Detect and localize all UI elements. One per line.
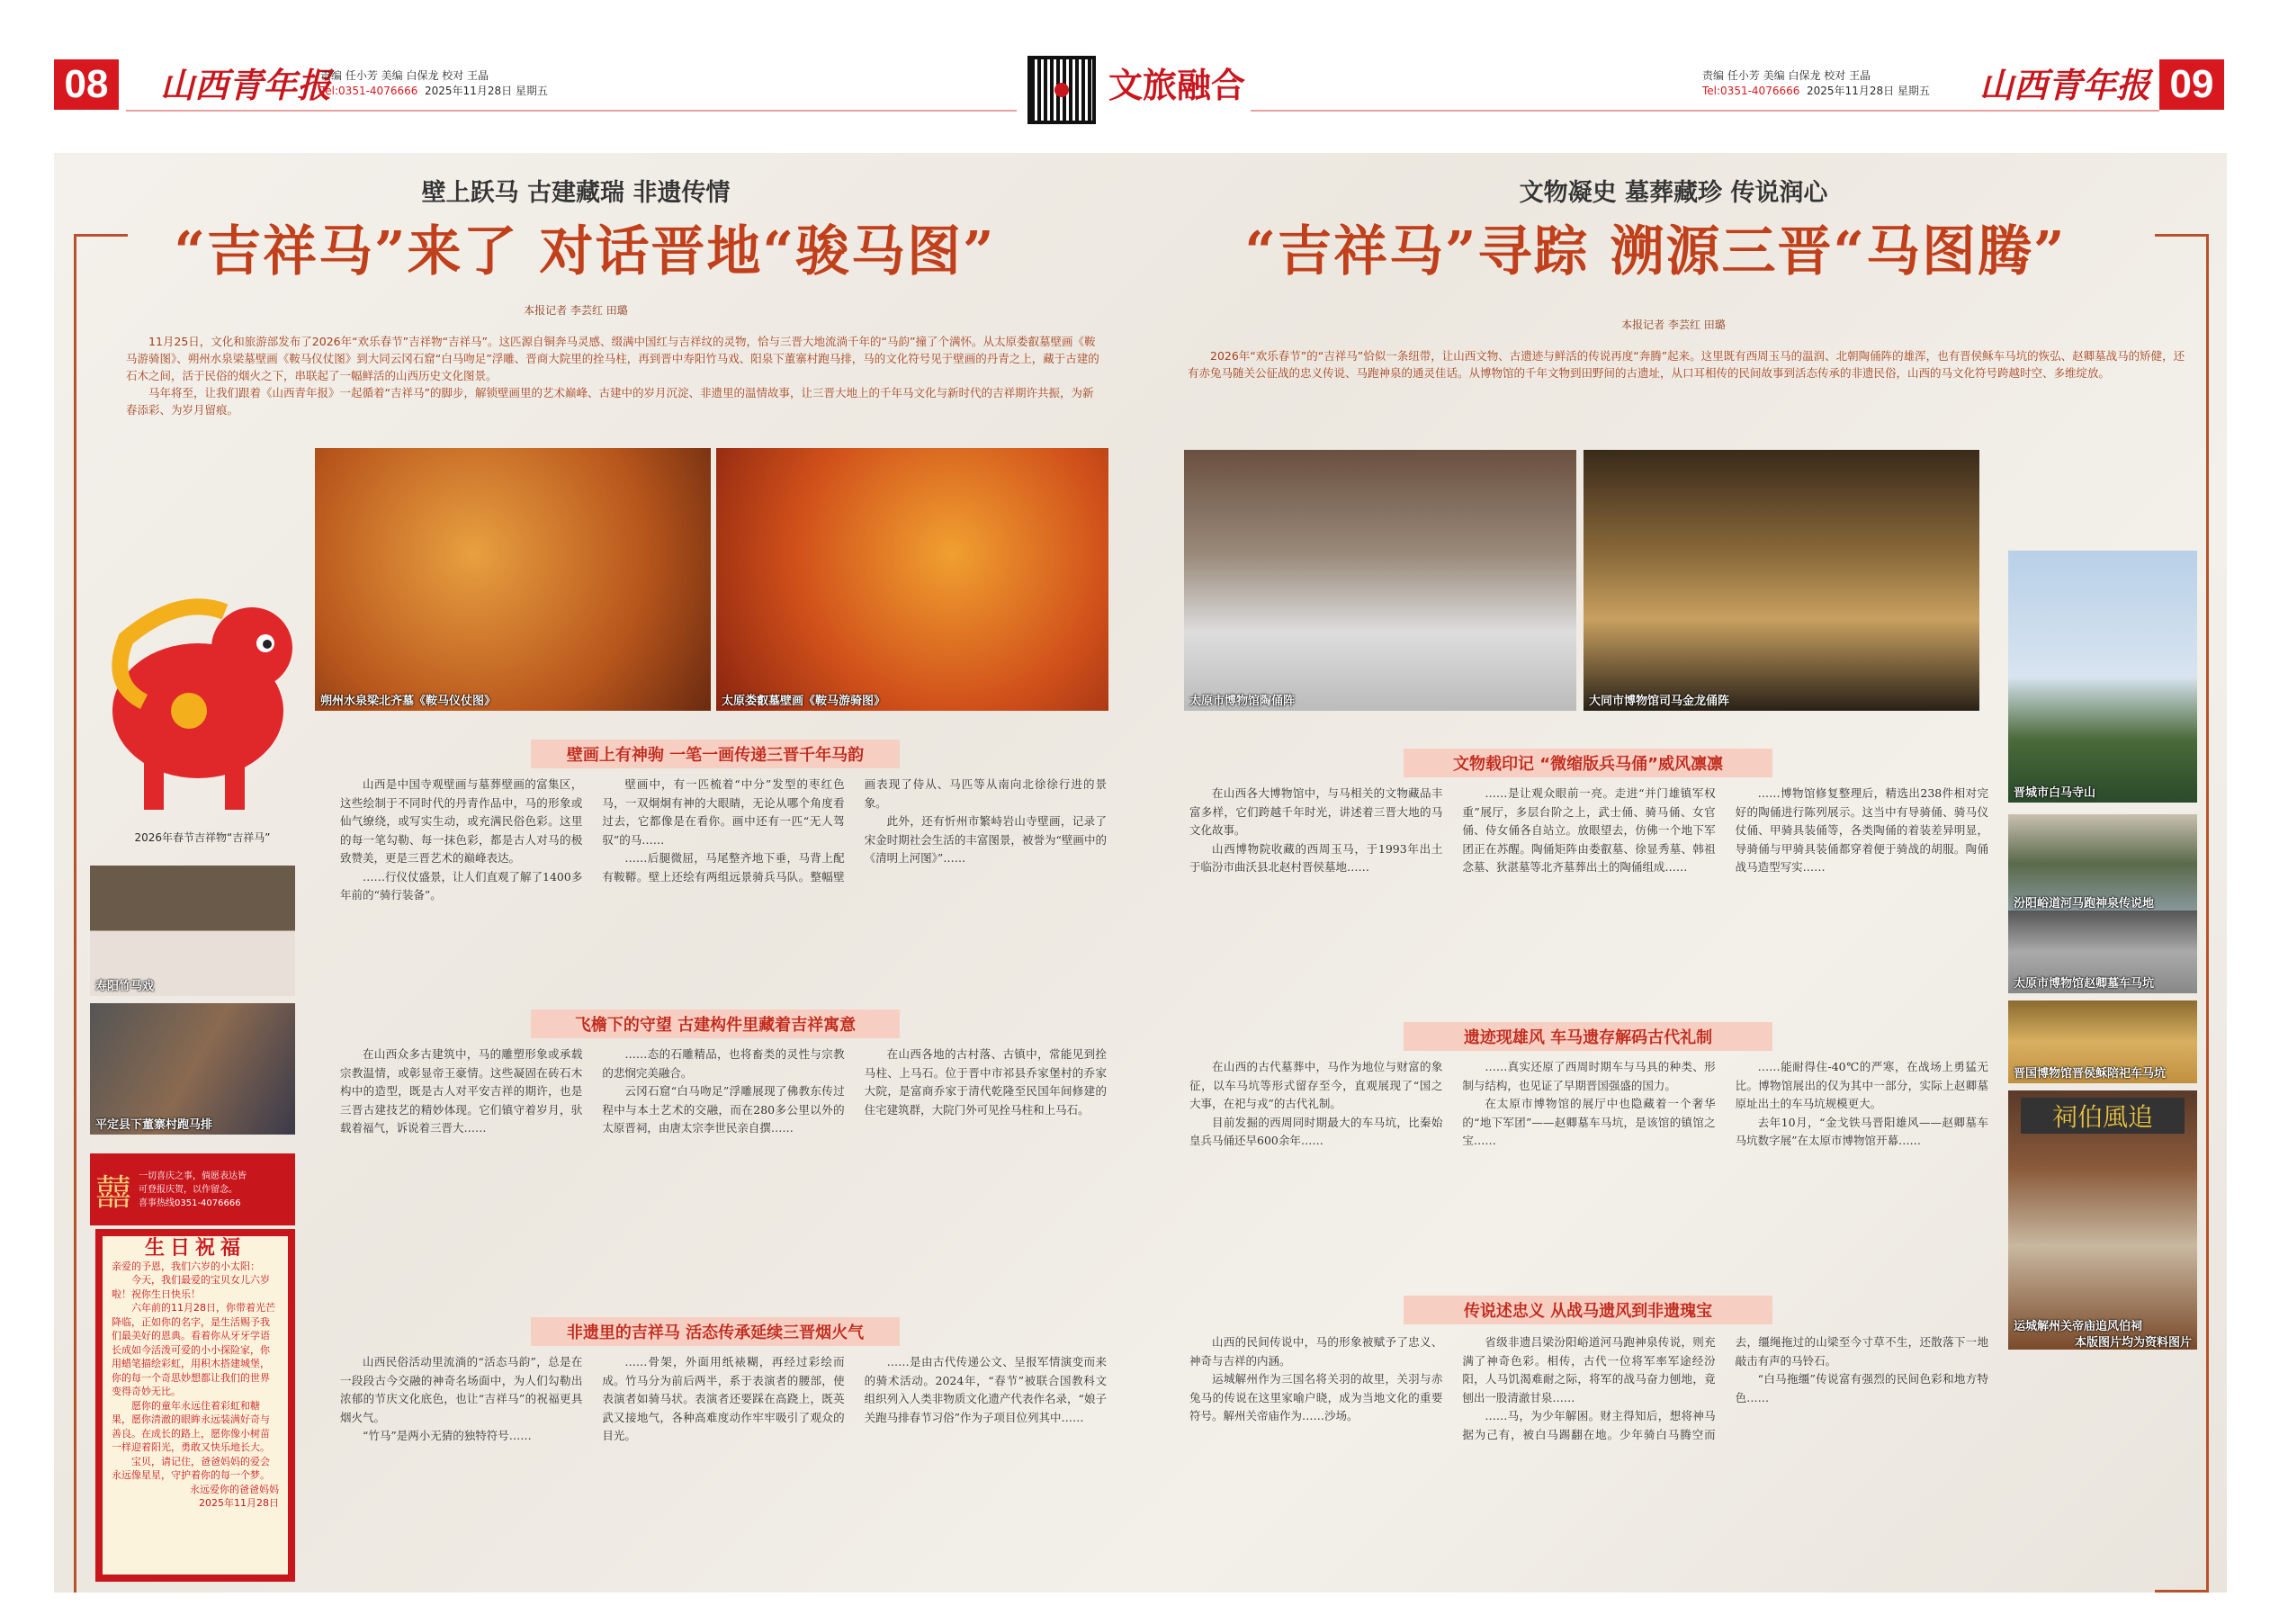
paragraph: 在太原市博物馆的展厅中也隐藏着一个奢华的“地下军团”——赵卿墓车马坑，是该馆的镇馆之宝…… <box>1462 1097 1716 1147</box>
lede-paragraph: 2026年“欢乐春节”的“吉祥马”恰似一条纽带，让山西文物、古遗迹与鲜活的传说再度“奔腾”起来。这里既有西周玉马的温润、北朝陶俑阵的雄浑，也有晋侯稣车马坑的恢弘、赵卿墓战马的矫健，还有赤兔马随关公征战的忠义传说、马跑神泉的通灵佳话。从博物馆的千年文物到田野间的古遗址，从口耳相传的民间故事到活态传承的非遗民俗，山西的马文化符号跨越时空、多维绽放。 <box>1188 349 2185 380</box>
paragraph: 山西的民间传说中，马的形象被赋予了忠义、神奇与吉祥的内涵。 <box>1189 1335 1443 1368</box>
paragraph: ……马，为少年解困。财主得知后，想将神马据为己有，被白马踢翻在地。少年骑白马腾空而去，缰绳拖过的山梁至今寸草不生，还散落下一地敲击有声的马铃石。 <box>1462 1335 1988 1441</box>
tel: Tel:0351-4076666 <box>1702 85 1800 97</box>
photo-bamboo-horse-opera <box>90 866 295 996</box>
left-lede <box>126 333 1102 418</box>
section-heading: 飞檐下的守望 古建构件里藏着吉祥寓意 <box>531 1009 900 1038</box>
birthday-paragraph: 今天，我们最爱的宝贝女儿六岁啦！祝你生日快乐！ <box>112 1274 270 1300</box>
paragraph: 在山西各地的古村落、古镇中，常能见到拴马柱、上马石。位于晋中市祁县乔家堡村的乔家大院，是富商乔家于清代乾隆至民国年间修建的住宅建筑群，大院门外可见拴马柱和上马石。 <box>864 1047 1107 1117</box>
left-kicker: 壁上跃马 古建藏瑞 非遗传情 <box>421 179 731 207</box>
image-caption: 太原市博物馆陶俑阵 <box>1189 695 1296 708</box>
paragraph: “白马拖缰”传说富有强烈的民间色彩和地方特色…… <box>1735 1372 1988 1404</box>
photo-horse-running <box>90 1003 295 1135</box>
masthead-logo-right: 山西青年报 <box>1979 65 2151 105</box>
divider <box>1251 110 2159 112</box>
birthday-paragraph: 宝贝，请记住，爸爸妈妈的爱会永远像星星，守护着你的每一个梦。 <box>112 1455 270 1481</box>
birthday-signature: 永远爱你的爸爸妈妈 <box>190 1483 279 1495</box>
paragraph: 目前发掘的西周同时期最大的车马坑，比秦始皇兵马俑还早600余年…… <box>1189 1115 1443 1147</box>
article-body <box>340 776 1107 991</box>
photo-chariot-pit <box>2008 911 2197 993</box>
temple-plaque: 祠伯風追 <box>2021 1098 2185 1134</box>
photo-pottery-figures <box>1184 450 1576 711</box>
mural-image <box>315 448 711 711</box>
image-caption: 汾阳峪道河马跑神泉传说地 <box>2014 897 2155 911</box>
paragraph: 在山西的古代墓葬中，马作为地位与财富的象征，以车马坑等形式留存至今，直观展现了“国之大事，在祀与戎”的古代礼制。 <box>1189 1060 1443 1110</box>
right-kicker: 文物凝史 墓葬藏珍 传说润心 <box>1519 179 1828 207</box>
image-caption: 晋城市白马寺山 <box>2014 786 2096 800</box>
paragraph: 山西博物院收藏的西周玉马，于1993年出土于临汾市曲沃县北赵村晋侯墓地…… <box>1189 841 1443 874</box>
article-body <box>1189 1058 1988 1283</box>
image-caption: 大同市博物馆司马金龙俑阵 <box>1589 695 1730 708</box>
date: 2025年11月28日 星期五 <box>425 85 548 97</box>
paragraph: ……后腿微屈，马尾整齐地下垂，马背上配有鞍鞯。壁上还绘有两组远景骑兵马队。整幅壁画表现了侍从、马匹等从南向北徐徐行进的景象。 <box>602 777 1107 884</box>
lede-paragraph: 11月25日，文化和旅游部发布了2026年“欢乐春节”吉祥物“吉祥马”。这匹源自铜奔马灵感、缀满中国红与吉祥纹的灵物，恰与三晋大地流淌千年的“马韵”撞了个满怀。从太原娄叡墓壁画《鞍马游骑图》、朔州水泉梁墓壁画《鞍马仪仗图》到大同云冈石窟“白马吻足”浮雕、晋商大院里的拴马柱，再到晋中寿阳竹马戏、阳泉下董寨村跑马排，马的文化符号见于壁画的丹青之上，藏于古建的石木之间，活于民俗的烟火之下，串联起了一幅鲜活的山西历史文化图景。 <box>126 335 1099 382</box>
right-byline: 本报记者 李芸红 田璐 <box>1621 319 1726 331</box>
photo-credit: 本版图片均为资料图片 <box>2074 1336 2192 1350</box>
paragraph: 山西民俗活动里流淌的“活态马韵”，总是在一段段古今交融的神奇名场面中，为人们勾勒出浓郁的节庆文化底色，也让“吉祥马”的祝福更具烟火气。 <box>340 1355 583 1424</box>
article-body <box>1189 785 1988 1009</box>
paragraph: 壁画中，有一匹梳着“中分”发型的枣红色马，一双炯炯有神的大眼睛，无论从哪个角度看过去，它都像是在看你。画中还有一匹“无人驾驭”的马…… <box>602 777 845 847</box>
lede-paragraph: 马年将至，让我们跟着《山西青年报》一起循着“吉祥马”的脚步，解锁壁画里的艺术巅峰、古建中的岁月沉淀、非遗里的温情故事，让三晋大地上的千年马文化与新时代的吉祥期许共振，为新春添彩、为岁月留痕。 <box>126 386 1094 417</box>
page-number-left: 08 <box>54 59 119 110</box>
section-title: 文旅融合 <box>1108 65 1246 105</box>
photo-guandi-temple <box>2008 1090 2197 1350</box>
paragraph: ……行仪仗盛景，让人们直观了解了1400多年前的“骑行装备”。 <box>340 869 583 902</box>
birthday-date: 2025年11月28日 <box>199 1497 279 1509</box>
paragraph: ……骨架，外面用纸裱糊，再经过彩绘而成。竹马分为前后两半，系于表演者的腰部，使表演者如骑马状。表演者还要踩在高跷上，既英武又接地气，各种高难度动作牢牢吸引了观众的目光。 <box>602 1355 845 1442</box>
image-caption: 太原娄叡墓壁画《鞍马游骑图》 <box>722 695 886 708</box>
image-caption: 平定县下董寨村跑马排 <box>95 1118 213 1132</box>
masthead-logo-left: 山西青年报 <box>160 65 332 105</box>
image-caption: 晋国博物馆晋侯稣陪祀车马坑 <box>2014 1067 2167 1081</box>
ad-line: 一切喜庆之事，倘愿表达皆 <box>139 1171 247 1181</box>
left-headline: “吉祥马”来了 对话晋地“骏马图” <box>174 220 996 283</box>
paragraph: 去年10月，“金戈铁马晋阳雄风——赵卿墓车马坑数字展”在太原市博物馆开幕…… <box>1735 1115 1988 1147</box>
double-happiness-icon: 囍 <box>95 1171 131 1214</box>
image-caption: 寿阳竹马戏 <box>95 980 155 993</box>
image-caption: 运城解州关帝庙追风伯祠 <box>2014 1320 2143 1333</box>
paragraph: 在山西众多古建筑中，马的雕塑形象或承载宗教温情，或彰显帝王豪情。这些凝固在砖石木构中的造型，既是古人对平安吉祥的期许，也是三晋古建技艺的精妙体现。它们镇守着岁月，驮载着福气，诉说着三晋大…… <box>340 1047 583 1135</box>
page-meta-right <box>1702 68 1930 99</box>
section-heading: 壁画上有神驹 一笔一画传递三晋千年马韵 <box>531 740 900 768</box>
paragraph: ……态的石雕精品，也将畜类的灵性与宗教的悲悯完美融合。 <box>602 1047 845 1080</box>
paragraph: ……真实还原了西周时期车与马具的种类、形制与结构，也见证了早期晋国强盛的国力。 <box>1462 1060 1716 1092</box>
birthday-paragraph: 愿你的童年永远住着彩虹和糖果，愿你清澈的眼眸永远装满好奇与善良。在成长的路上，愿你像小树苗一样迎着阳光，勇敢又快乐地长大。 <box>112 1399 270 1453</box>
paragraph: 运城解州作为三国名将关羽的故里，关羽与赤兔马的传说在这里家喻户晓，成为当地文化的重要符号。解州关帝庙作为……沙场。 <box>1189 1372 1443 1422</box>
article-body <box>1189 1333 1988 1585</box>
birthday-paragraph: 六年前的11月28日，你带着光芒降临，正如你的名字，是生活赐予我们最美好的恩典。看着你从牙牙学语长成如今活泼可爱的小小探险家，你用蜡笔描绘彩虹，用积木搭建城堡，你的每一个奇思妙想都让我们的世界变得奇妙无比。 <box>112 1302 275 1397</box>
section-heading: 非遗里的吉祥马 活态传承延续三晋烟火气 <box>531 1317 900 1346</box>
paragraph: 山西是中国寺观壁画与墓葬壁画的富集区，这些绘制于不同时代的丹青作品中，马的形象或仙气缭绕，或写实生动，或充满民俗色彩。这里的每一笔勾勒、每一抹色彩，都是古人对马的极致赞美，更是三晋艺术的巅峰表达。 <box>340 777 583 865</box>
page-number-right: 09 <box>2159 59 2224 110</box>
section-heading: 文物载印记 “微缩版兵马俑”威风凛凛 <box>1404 749 1772 777</box>
paragraph: 省级非遗吕梁汾阳峪道河马跑神泉传说，则充满了神奇色彩。相传，古代一位将军率军途经汾阳，人马饥渴难耐之际，将军的战马奋力刨地，竟刨出一股清澈甘泉…… <box>1462 1335 1716 1404</box>
editors: 责编 任小芳 美编 白保龙 校对 王晶 <box>1702 69 1871 82</box>
qr-code-icon[interactable] <box>1027 56 1096 124</box>
mascot-caption: 2026年春节吉祥物“吉祥马” <box>134 831 271 844</box>
ad-line: 可登报庆贺，以作留念。 <box>139 1184 238 1195</box>
ad-line: 喜事热线0351-4076666 <box>139 1198 241 1208</box>
paragraph: 在山西各大博物馆中，与马相关的文物藏品丰富多样，它们跨越千年时光，讲述着三晋大地的马文化故事。 <box>1189 786 1443 837</box>
editors: 责编 任小芳 美编 白保龙 校对 王晶 <box>320 69 489 82</box>
page-meta-left <box>320 68 548 99</box>
photo-white-horse-temple <box>2008 551 2197 803</box>
paragraph: ……是让观众眼前一亮。走进“并门雄镇军权重”展厅，多层台阶之上，武士俑、骑马俑、女官俑、侍女俑各自站立。放眼望去，仿佛一个地下军团正在苏醒。陶俑矩阵由娄叡墓、徐显秀墓、韩祖念墓、狄湛墓等北齐墓葬出土的陶俑组成…… <box>1462 786 1716 874</box>
paragraph: ……博物馆修复整理后，精选出238件相对完好的陶俑进行陈列展示。这当中有导骑俑、骑马仪仗俑、甲骑具装俑等，各类陶俑的着装差异明显，导骑俑与甲骑具装俑都穿着便于骑战的胡服。陶俑战马造型写实…… <box>1735 786 1988 874</box>
paragraph: “竹马”是两小无猜的独特符号…… <box>363 1429 532 1442</box>
paragraph: 此外，还有忻州市繁峙岩山寺壁画，记录了宋金时期社会生活的丰富图景，被誉为“壁画中的《清明上河图》”…… <box>864 814 1107 865</box>
paragraph: 云冈石窟“白马吻足”浮雕展现了佛教东传过程中与本土艺术的交融，而在280多公里以外的太原晋祠，由唐太宗李世民亲自撰…… <box>602 1084 845 1135</box>
birthday-title: 生日祝福 <box>144 1237 246 1260</box>
mural-image <box>716 448 1108 711</box>
birthday-wishes-box <box>95 1229 295 1582</box>
right-lede <box>1188 347 2186 381</box>
photo-museum-hall <box>1584 450 1979 711</box>
mascot-horse-image <box>72 576 315 828</box>
left-byline: 本报记者 李芸红 田璐 <box>524 304 628 317</box>
date: 2025年11月28日 星期五 <box>1807 85 1930 97</box>
photo-chariot-pit-jin <box>2008 1000 2197 1083</box>
photo-spring-site <box>2008 814 2197 913</box>
divider <box>126 110 1017 112</box>
image-caption: 朔州水泉梁北齐墓《鞍马仪仗图》 <box>320 695 497 708</box>
article-body <box>340 1045 1107 1306</box>
paragraph: ……是由古代传递公文、呈报军情演变而来的骑术活动。2024年，“春节”被联合国教科文组织列入人类非物质文化遗产代表作名录，“娘子关跑马排春节习俗”作为子项目位列其中…… <box>864 1355 1107 1424</box>
article-body <box>340 1353 1107 1587</box>
celebration-ad <box>90 1153 295 1225</box>
section-heading: 传说述忠义 从战马遗风到非遗瑰宝 <box>1404 1296 1772 1324</box>
paragraph: ……能耐得住-40℃的严寒，在战场上勇猛无比。博物馆展出的仅为其中一部分，实际上赵卿墓原址出土的车马坑规模更大。 <box>1735 1060 1988 1110</box>
tel: Tel:0351-4076666 <box>320 85 418 97</box>
image-caption: 太原市博物馆赵卿墓车马坑 <box>2014 977 2155 991</box>
right-headline: “吉祥马”寻踪 溯源三晋“马图腾” <box>1244 220 2067 283</box>
section-heading: 遗迹现雄风 车马遗存解码古代礼制 <box>1404 1022 1772 1051</box>
birthday-greeting: 亲爱的予恩，我们六岁的小太阳： <box>112 1260 260 1272</box>
